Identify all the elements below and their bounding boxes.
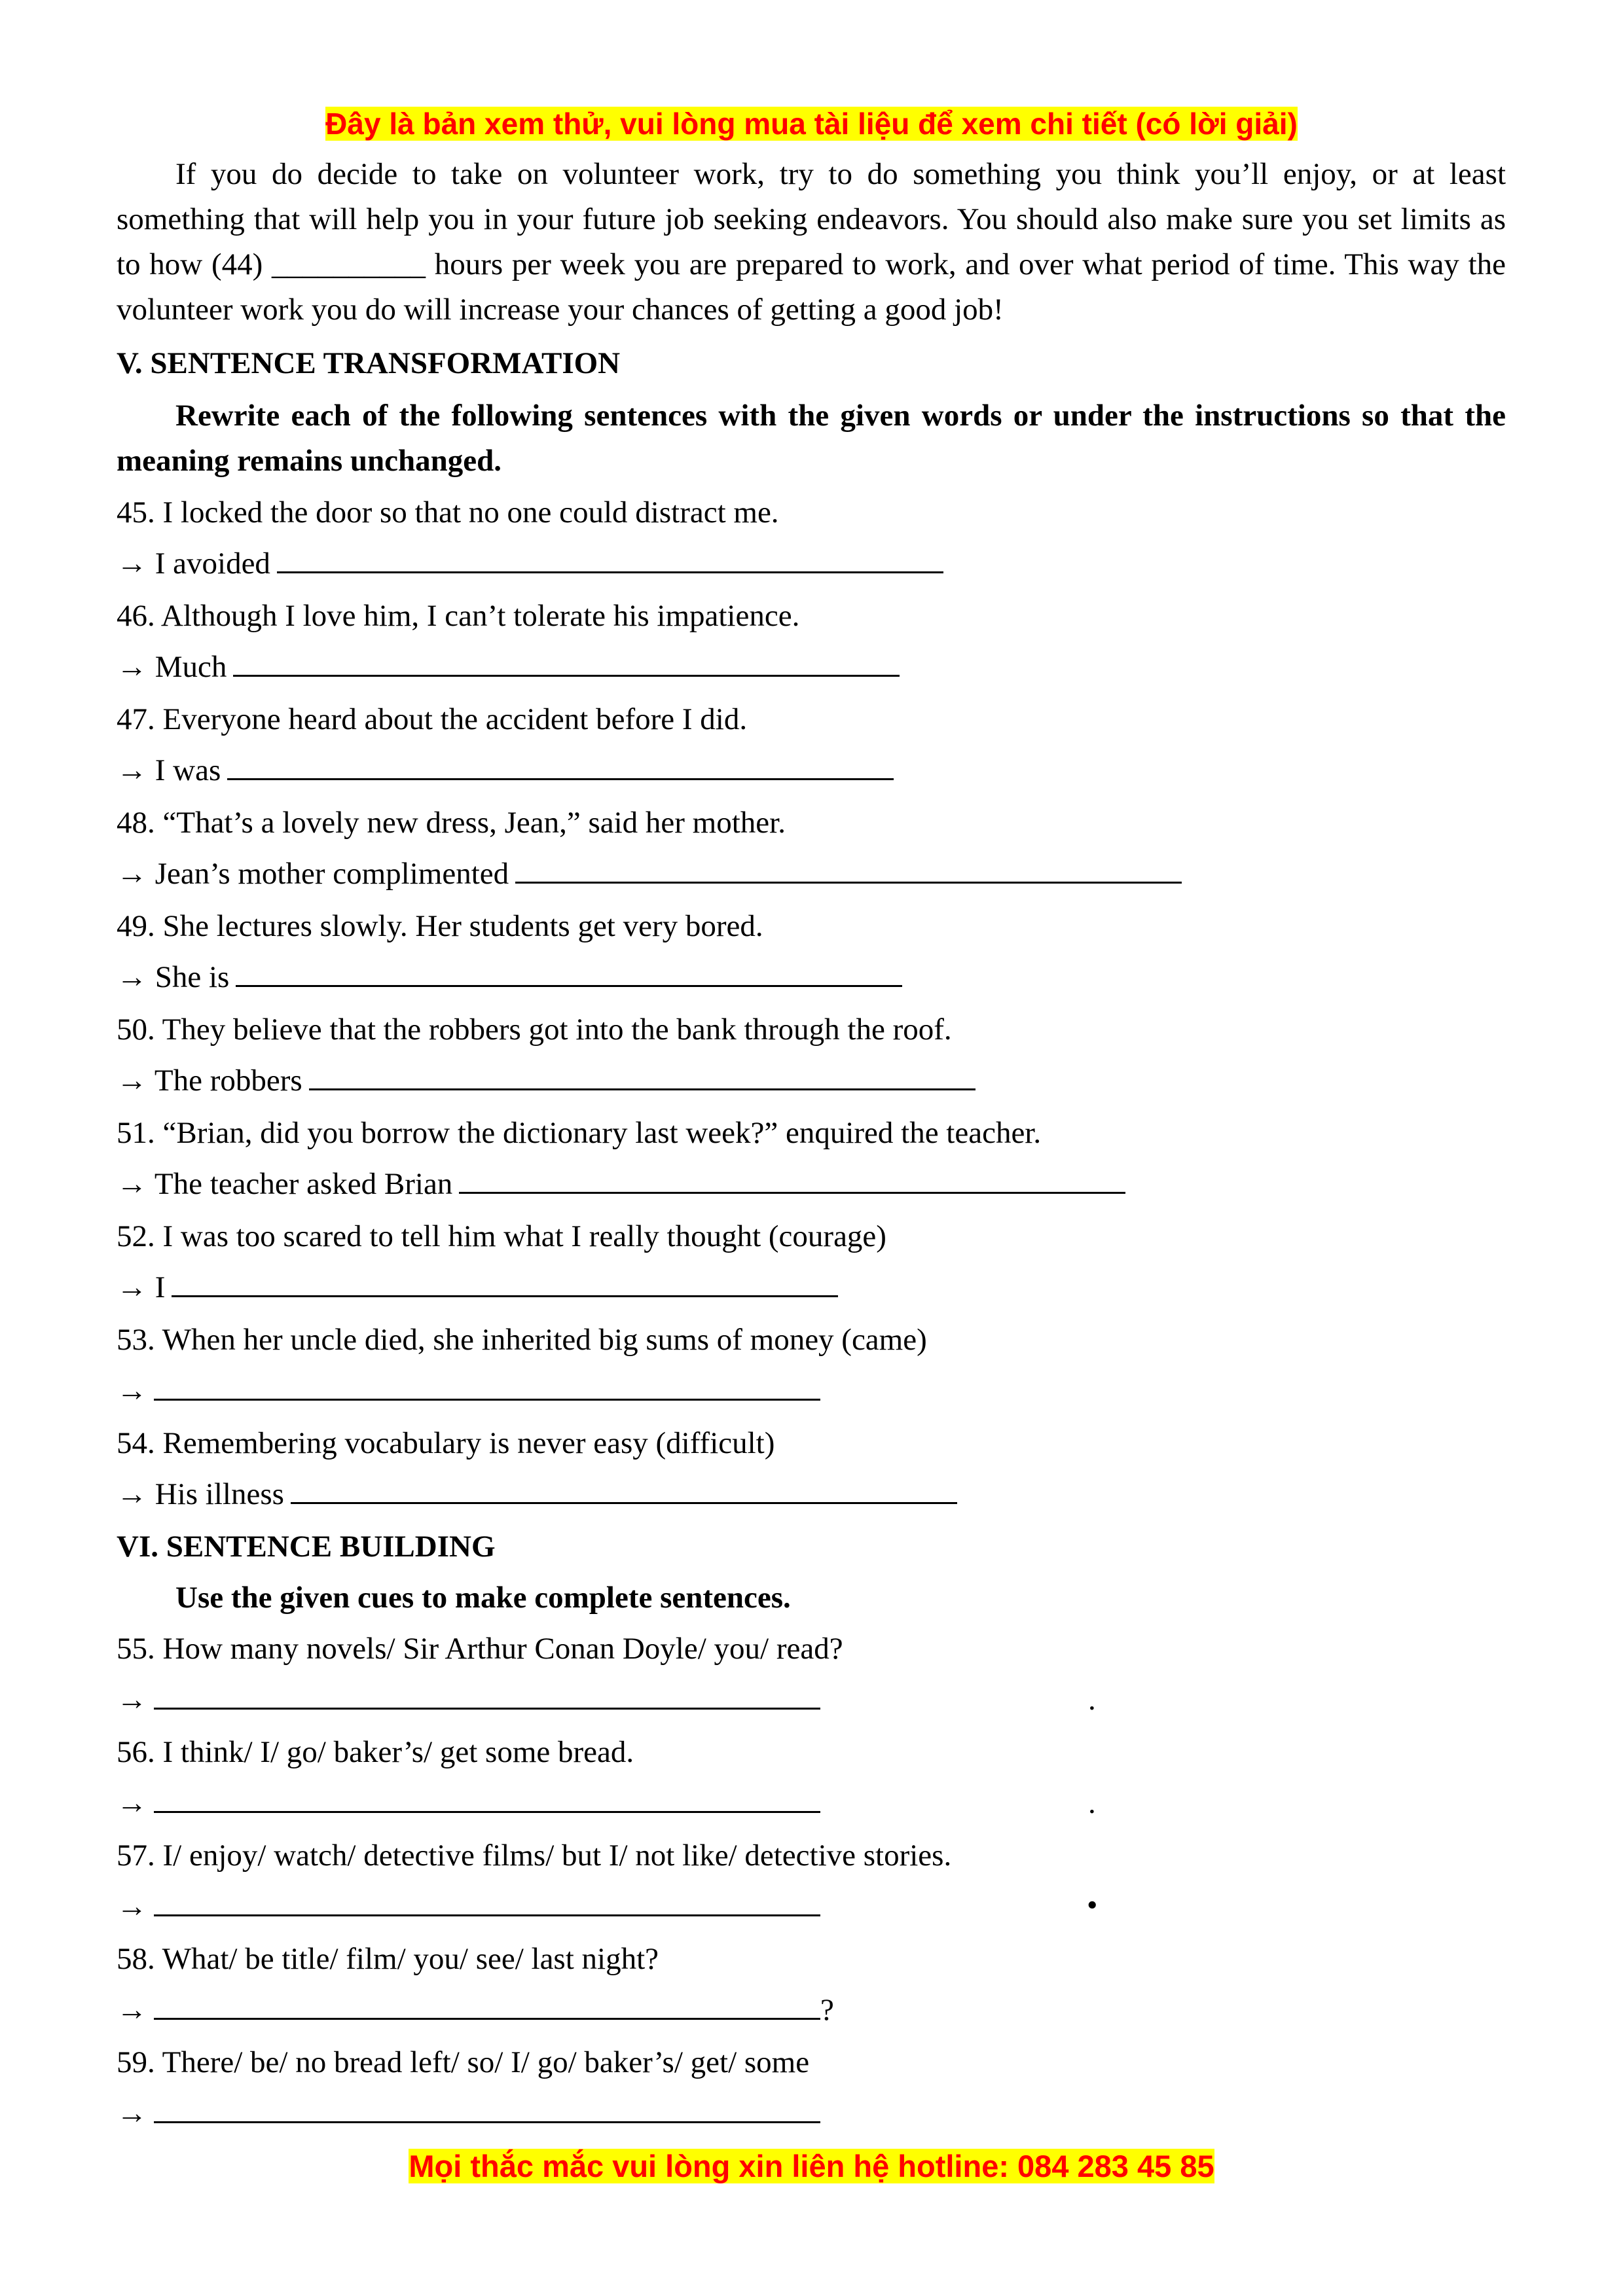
answer-blank[interactable]	[227, 776, 894, 780]
section-5-instruction: Rewrite each of the following sentences with the given words or under the instructions so that the meaning remains unchanged.	[117, 399, 1506, 478]
answer-blank[interactable]	[154, 1705, 820, 1710]
question-53: 53. When her uncle died, she inherited big sums of money (came)	[117, 1323, 927, 1357]
answer-prefix: → Jean’s mother complimented	[117, 857, 509, 891]
question-59: 59. There/ be/ no bread left/ so/ I/ go/ baker’s/ get/ some	[117, 2045, 810, 2079]
answer-blank[interactable]	[154, 2119, 820, 2123]
answer-blank[interactable]	[154, 1396, 820, 1401]
answer-prefix: → I	[117, 1270, 166, 1304]
answer-blank[interactable]	[233, 672, 900, 677]
answer-line-54[interactable]	[117, 1474, 957, 1515]
answer-blank[interactable]	[459, 1189, 1125, 1194]
answer-blank[interactable]	[277, 569, 943, 573]
answer-line-56[interactable]	[117, 1783, 820, 1824]
answer-line-59[interactable]	[117, 2093, 820, 2134]
preview-banner-text: Đây là bản xem thử, vui lòng mua tài liệu để xem chi tiết (có lời giải)	[325, 107, 1298, 141]
question-50: 50. They believe that the robbers got into the bank through the roof.	[117, 1013, 952, 1047]
answer-line-57[interactable]	[117, 1886, 820, 1928]
question-47: 47. Everyone heard about the accident before I did.	[117, 702, 748, 736]
question-55: 55. How many novels/ Sir Arthur Conan Doyle/ you/ read?	[117, 1632, 843, 1666]
question-58: 58. What/ be title/ film/ you/ see/ last night?	[117, 1942, 659, 1976]
answer-line-53[interactable]	[117, 1371, 820, 1412]
answer-prefix: → His illness	[117, 1477, 284, 1511]
end-mark-58: ?	[820, 1993, 834, 2027]
intro-paragraph: If you do decide to take on volunteer work, try to do something you think you’ll enjoy, or at least something that will help you in your future job seeking endeavors. You should also make sure you set limits as to how (44) __________ hours per week you are prepared to work, and over what period of time. This way the volunteer work you do will increase your chances of getting a good job!	[117, 157, 1506, 327]
answer-prefix: → I avoided	[117, 547, 270, 581]
answer-line-58[interactable]	[117, 1990, 834, 2031]
answer-prefix: → She is	[117, 960, 230, 994]
answer-prefix: →	[117, 1374, 147, 1408]
answer-line-52[interactable]	[117, 1267, 838, 1308]
question-57: 57. I/ enjoy/ watch/ detective films/ but I/ not like/ detective stories.	[117, 1839, 952, 1873]
answer-prefix: →	[117, 1683, 147, 1717]
answer-prefix: → The teacher asked Brian	[117, 1167, 453, 1201]
end-mark-55: .	[1088, 1683, 1096, 1717]
question-52: 52. I was too scared to tell him what I really thought (courage)	[117, 1219, 886, 1253]
question-48: 48. “That’s a lovely new dress, Jean,” said her mother.	[117, 806, 786, 840]
answer-line-48[interactable]	[117, 853, 1182, 895]
hotline-banner	[0, 2145, 1623, 2188]
answer-prefix: → I was	[117, 753, 221, 787]
answer-prefix: → The robbers	[117, 1064, 302, 1098]
question-51: 51. “Brian, did you borrow the dictionary last week?” enquired the teacher.	[117, 1116, 1042, 1150]
preview-banner	[0, 103, 1623, 145]
answer-blank[interactable]	[172, 1293, 838, 1297]
answer-blank[interactable]	[291, 1499, 957, 1504]
question-56: 56. I think/ I/ go/ baker’s/ get some bread.	[117, 1735, 634, 1769]
end-mark-56: .	[1088, 1786, 1096, 1820]
question-45: 45. I locked the door so that no one could distract me.	[117, 495, 779, 529]
answer-prefix: →	[117, 1993, 147, 2027]
section-6-instruction: Use the given cues to make complete sentences.	[175, 1581, 791, 1615]
answer-blank[interactable]	[236, 982, 902, 987]
answer-line-47[interactable]	[117, 750, 894, 791]
end-mark-57: •	[1087, 1888, 1098, 1922]
answer-blank[interactable]	[154, 1808, 820, 1813]
question-49: 49. She lectures slowly. Her students get very bored.	[117, 909, 763, 943]
answer-blank[interactable]	[154, 1912, 820, 1916]
answer-prefix: →	[117, 1890, 147, 1924]
section-5-title: V. SENTENCE TRANSFORMATION	[117, 346, 621, 380]
hotline-banner-text: Mọi thắc mắc vui lòng xin liên hệ hotline: 084 283 45 85	[409, 2149, 1214, 2183]
question-46: 46. Although I love him, I can’t tolerate his impatience.	[117, 599, 800, 633]
section-6-title: VI. SENTENCE BUILDING	[117, 1530, 496, 1564]
answer-blank[interactable]	[309, 1086, 976, 1090]
answer-line-51[interactable]	[117, 1164, 1125, 1205]
answer-prefix: →	[117, 1786, 147, 1820]
answer-line-46[interactable]	[117, 647, 900, 688]
answer-blank[interactable]	[515, 879, 1182, 884]
answer-prefix: →	[117, 2096, 147, 2130]
answer-line-49[interactable]	[117, 957, 902, 998]
question-54: 54. Remembering vocabulary is never easy (difficult)	[117, 1426, 775, 1460]
answer-line-45[interactable]	[117, 543, 943, 584]
answer-prefix: → Much	[117, 650, 227, 684]
answer-line-50[interactable]	[117, 1060, 976, 1102]
answer-line-55[interactable]	[117, 1679, 820, 1721]
answer-blank[interactable]	[154, 2015, 820, 2020]
